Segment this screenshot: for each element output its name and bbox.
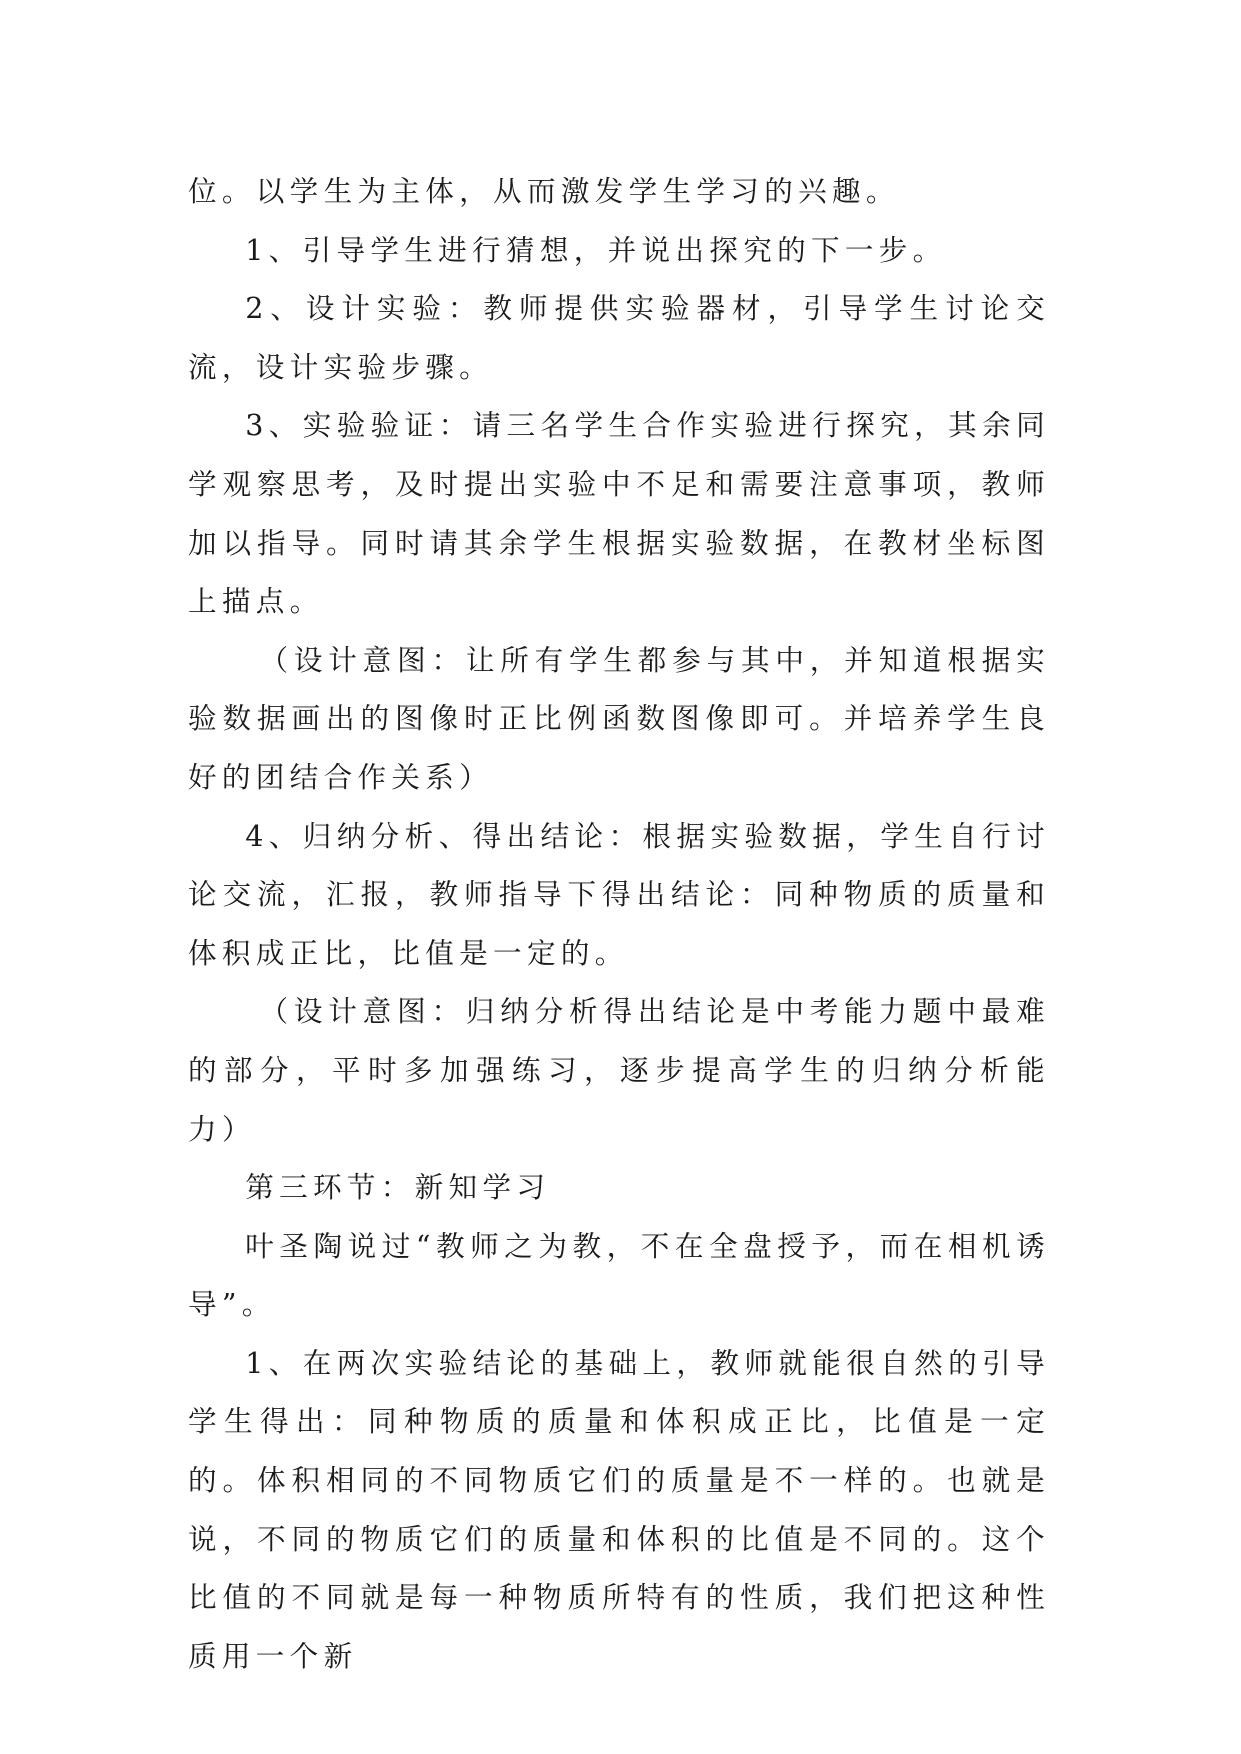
paragraph-design-note-1: （设计意图：让所有学生都参与其中，并知道根据实验数据画出的图像时正比例函数图像即可。并培养学生良好的团结合作关系） xyxy=(188,642,1050,794)
paragraph-step-4: 4、归纳分析、得出结论：根据实验数据，学生自行讨论交流，汇报，教师指导下得出结论：同种物质的质量和体积成正比，比值是一定的。 xyxy=(188,818,1050,970)
section-heading: 第三环节：新知学习 xyxy=(245,1170,551,1205)
paragraph-new-knowledge-1: 1、在两次实验结论的基础上，教师就能很自然的引导学生得出：同种物质的质量和体积成正比，比值是一定的。体积相同的不同物质它们的质量是不一样的。也就是说，不同的物质它们的质量和体积的比值是不同的。这个比值的不同就是每一种物质所特有的性质，我们把这种性质用一个新 xyxy=(188,1345,1050,1673)
document-body xyxy=(188,162,1050,1685)
paragraph-step-1: 1、引导学生进行猜想，并说出探究的下一步。 xyxy=(245,232,947,267)
paragraph-continuation: 位。以学生为主体，从而激发学生学习的兴趣。 xyxy=(188,174,900,208)
paragraph-quote: 叶圣陶说过“教师之为教，不在全盘授予，而在相机诱导”。 xyxy=(188,1228,1050,1322)
paragraph-step-2: 2、设计实验：教师提供实验器材，引导学生讨论交流，设计实验步骤。 xyxy=(188,291,1050,384)
paragraph-step-3: 3、实验验证：请三名学生合作实验进行探究，其余同学观察思考，及时提出实验中不足和需要注意事项，教师加以指导。同时请其余学生根据实验数据，在教材坐标图上描点。 xyxy=(188,408,1050,619)
paragraph-design-note-2: （设计意图：归纳分析得出结论是中考能力题中最难的部分，平时多加强练习，逐步提高学生的归纳分析能力） xyxy=(188,994,1050,1146)
